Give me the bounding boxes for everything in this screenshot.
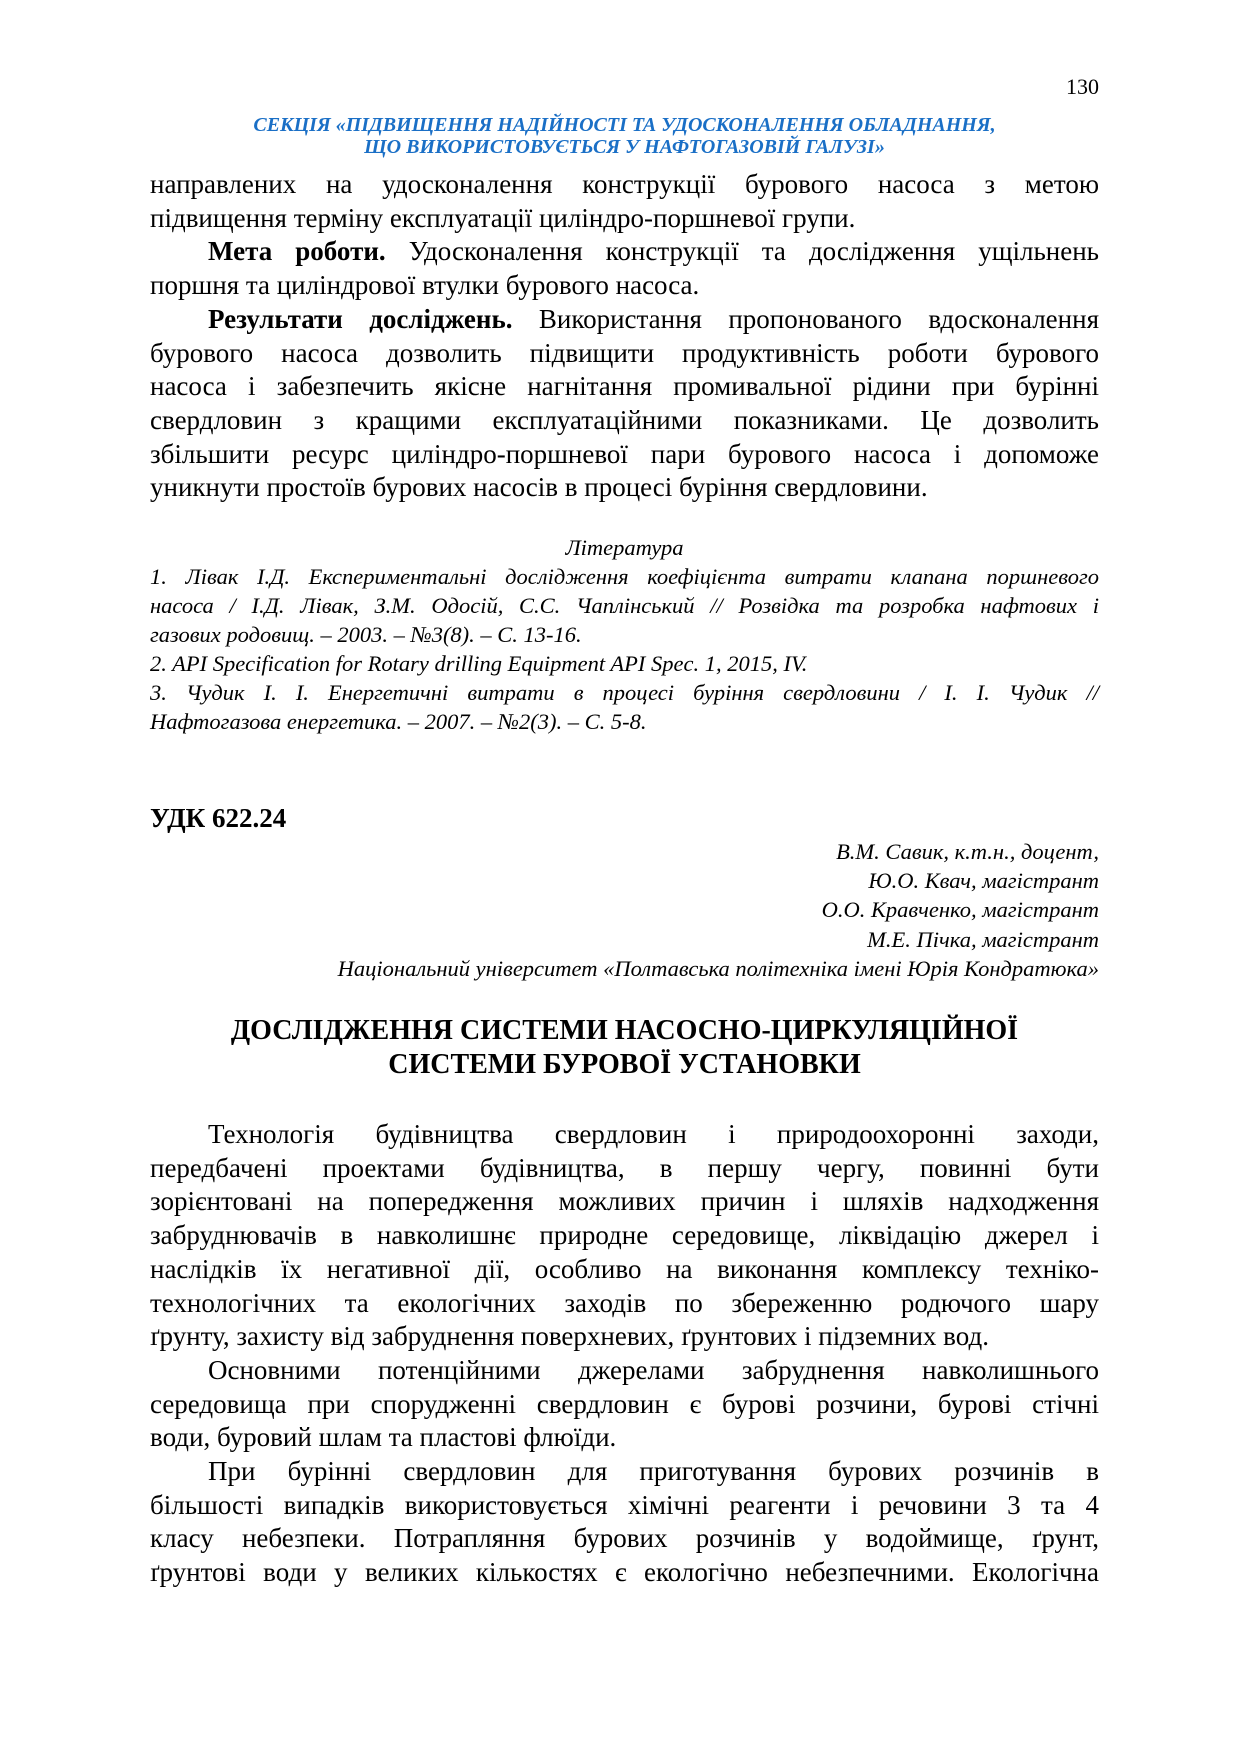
paragraph xyxy=(150,168,1099,235)
text-line xyxy=(150,1287,1099,1321)
text-line xyxy=(150,1522,1099,1556)
text-line xyxy=(150,235,1099,269)
line-text: Використання пропонованого вдосконалення xyxy=(512,303,1099,334)
paragraph-lead: Мета роботи. xyxy=(208,236,386,267)
line-text: передбачені проектами будівництва, в першу чергу, повинні бути xyxy=(150,1152,1099,1183)
text-line xyxy=(150,1185,1099,1219)
paragraph xyxy=(150,1118,1099,1354)
authors-block xyxy=(150,837,1099,983)
paragraph xyxy=(150,303,1099,505)
article-body xyxy=(150,1118,1099,1590)
text-line xyxy=(150,269,1099,303)
paragraph-lead: Результати досліджень. xyxy=(208,303,513,334)
text-line xyxy=(150,1354,1099,1388)
text-line xyxy=(150,1388,1099,1422)
article-title-line: СИСТЕМИ БУРОВОЇ УСТАНОВКИ xyxy=(388,1049,861,1080)
reference-line: газових родовищ. – 2003. – №3(8). – С. 13-16. xyxy=(150,622,582,647)
reference-item xyxy=(150,678,1099,736)
line-text: ґрунту, захисту від забруднення поверхневих, ґрунтових і підземних вод. xyxy=(150,1321,989,1352)
affiliation: Національний університет «Полтавська політехніка імені Юрія Кондратюка» xyxy=(337,955,1099,981)
text-line xyxy=(150,337,1099,371)
reference-item xyxy=(150,649,1099,678)
text-line xyxy=(150,404,1099,438)
intro-text xyxy=(150,168,1099,505)
reference-list xyxy=(150,562,1099,736)
reference-line: 3. Чудик І. І. Енергетичні витрати в процесі буріння свердловини / І. І. Чудик // xyxy=(150,680,1099,705)
text-line xyxy=(150,168,1099,202)
line-text: ґрунтові води у великих кількостях є екологічно небезпечними. Екологічна xyxy=(150,1557,1099,1588)
line-text: класу небезпеки. Потрапляння бурових розчинів у водоймище, ґрунт, xyxy=(150,1523,1099,1554)
text-line xyxy=(150,1455,1099,1489)
line-text: технологічних та екологічних заходів по збереженню родючого шару xyxy=(150,1287,1099,1318)
literature-section xyxy=(150,533,1099,736)
text-line xyxy=(150,438,1099,472)
line-text: Технологія будівництва свердловин і природоохоронні заходи, xyxy=(208,1119,1099,1149)
line-text: середовища при спорудженні свердловин є бурові розчини, бурові стічні xyxy=(150,1388,1099,1419)
line-text: бурового насоса дозволить підвищити продуктивність роботи бурового xyxy=(150,337,1099,368)
author-line: М.Е. Пічка, магістрант xyxy=(867,926,1099,952)
text-line xyxy=(150,1489,1099,1523)
section-header xyxy=(150,114,1099,158)
text-line xyxy=(150,471,1099,505)
text-line xyxy=(150,1152,1099,1186)
text-line xyxy=(150,1219,1099,1253)
udk-code: УДК 622.24 xyxy=(150,803,287,833)
line-text: зорієнтовані на попередження можливих причин і шляхів надходження xyxy=(150,1186,1099,1217)
paragraph xyxy=(150,1354,1099,1455)
line-text: більшості випадків використовується хімічні реагенти і речовини 3 та 4 xyxy=(150,1489,1099,1520)
line-text: поршня та циліндрової втулки бурового насоса. xyxy=(150,270,700,301)
text-line xyxy=(150,1556,1099,1590)
text-line xyxy=(150,1118,1099,1152)
line-text: При бурінні свердловин для приготування бурових розчинів в xyxy=(208,1456,1099,1487)
line-text: збільшити ресурс циліндро-поршневої пари бурового насоса і допоможе xyxy=(150,438,1099,469)
line-text: насоса і забезпечить якісне нагнітання промивальної рідини при бурінні xyxy=(150,371,1099,402)
reference-line: 1. Лівак І.Д. Експериментальні дослідження коефіцієнта витрати клапана поршневого xyxy=(150,564,1099,589)
literature-heading: Література xyxy=(565,535,684,560)
text-line xyxy=(150,303,1099,337)
paragraph xyxy=(150,235,1099,302)
page-number: 130 xyxy=(1066,74,1099,99)
text-line xyxy=(150,202,1099,236)
article-title xyxy=(150,1014,1099,1082)
text-line xyxy=(150,1253,1099,1287)
line-text: води, буровий шлам та пластові флюїди. xyxy=(150,1422,617,1453)
text-line xyxy=(150,370,1099,404)
reference-line: 2. API Specification for Rotary drilling Equipment API Spec. 1, 2015, IV. xyxy=(150,651,808,676)
line-text: уникнути простоїв бурових насосів в процесі буріння свердловини. xyxy=(150,472,928,503)
reference-line: Нафтогазова енергетика. – 2007. – №2(3). – С. 5-8. xyxy=(150,709,647,734)
reference-item xyxy=(150,562,1099,649)
line-text: направлених на удосконалення конструкції бурового насоса з метою xyxy=(150,169,1099,199)
section-header-line: ЩО ВИКОРИСТОВУЄТЬСЯ У НАФТОГАЗОВІЙ ГАЛУЗІ» xyxy=(364,136,885,158)
line-text: забруднювачів в навколишнє природне середовище, ліквідацію джерел і xyxy=(150,1220,1099,1251)
line-text: свердловин з кращими експлуатаційними показниками. Це дозволить xyxy=(150,404,1099,435)
author-line: Ю.О. Квач, магістрант xyxy=(868,868,1099,894)
text-line xyxy=(150,1320,1099,1354)
line-text: Основними потенційними джерелами забруднення навколишнього xyxy=(208,1354,1099,1385)
line-text: підвищення терміну експлуатації циліндро-поршневої групи. xyxy=(150,202,856,233)
article-title-line: ДОСЛІДЖЕННЯ СИСТЕМИ НАСОСНО-ЦИРКУЛЯЦІЙНОЇ xyxy=(230,1015,1019,1046)
reference-line: насоса / І.Д. Лівак, З.М. Одосій, С.С. Чаплінський // Розвідка та розробка нафтових і xyxy=(150,593,1099,618)
author-line: О.О. Кравченко, магістрант xyxy=(821,897,1099,923)
paragraph xyxy=(150,1455,1099,1590)
author-line: В.М. Савик, к.т.н., доцент, xyxy=(836,839,1099,864)
section-header-line: СЕКЦІЯ «ПІДВИЩЕННЯ НАДІЙНОСТІ ТА УДОСКОНАЛЕННЯ ОБЛАДНАННЯ, xyxy=(253,114,996,136)
line-text: Удосконалення конструкції та дослідження ущільнень xyxy=(385,236,1099,267)
text-line xyxy=(150,1421,1099,1455)
line-text: наслідків їх негативної дії, особливо на виконання комплексу техніко- xyxy=(150,1253,1099,1284)
